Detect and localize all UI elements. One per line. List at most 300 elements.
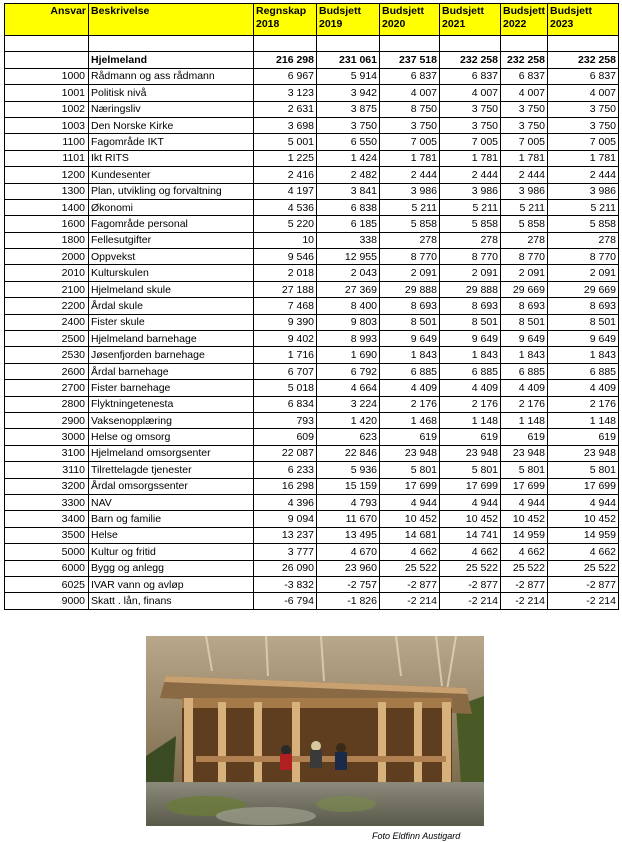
row-value-2021: 10 452 xyxy=(440,511,501,527)
table-row xyxy=(5,576,619,592)
row-value-2018: 6 967 xyxy=(254,68,317,84)
row-label: Hjelmeland omsorgsenter xyxy=(89,445,254,461)
row-value-2022: 25 522 xyxy=(501,560,548,576)
row-code: 1002 xyxy=(5,101,89,117)
row-value-2019: 6 838 xyxy=(317,199,380,215)
row-value-2022: 9 649 xyxy=(501,331,548,347)
row-value-2018: -6 794 xyxy=(254,593,317,609)
spacer-row xyxy=(5,36,619,52)
row-value-2023: 29 669 xyxy=(548,281,619,297)
row-value-2022: 3 750 xyxy=(501,101,548,117)
row-code: 3000 xyxy=(5,429,89,445)
table-row xyxy=(5,331,619,347)
spacer-cell xyxy=(5,36,89,52)
total-value-2021: 232 258 xyxy=(440,52,501,68)
table-row xyxy=(5,396,619,412)
row-value-2023: -2 214 xyxy=(548,593,619,609)
table-row xyxy=(5,347,619,363)
row-value-2020: 3 750 xyxy=(380,117,440,133)
row-label: Oppvekst xyxy=(89,249,254,265)
spacer-cell xyxy=(380,36,440,52)
row-value-2023: 3 750 xyxy=(548,117,619,133)
row-value-2018: 3 698 xyxy=(254,117,317,133)
row-label: Økonomi xyxy=(89,199,254,215)
row-value-2022: 2 176 xyxy=(501,396,548,412)
row-value-2020: 6 837 xyxy=(380,68,440,84)
row-value-2019: 2 482 xyxy=(317,167,380,183)
row-value-2019: 27 369 xyxy=(317,281,380,297)
row-value-2021: 8 501 xyxy=(440,314,501,330)
row-value-2019: 1 420 xyxy=(317,412,380,428)
table-row xyxy=(5,560,619,576)
row-code: 2700 xyxy=(5,380,89,396)
row-value-2018: 9 402 xyxy=(254,331,317,347)
row-code: 2800 xyxy=(5,396,89,412)
row-value-2019: 4 793 xyxy=(317,494,380,510)
row-value-2022: 8 501 xyxy=(501,314,548,330)
row-value-2021: 6 837 xyxy=(440,68,501,84)
row-label: Politisk nivå xyxy=(89,85,254,101)
row-value-2019: 2 043 xyxy=(317,265,380,281)
row-value-2019: 8 993 xyxy=(317,331,380,347)
row-value-2022: 10 452 xyxy=(501,511,548,527)
row-value-2020: 6 885 xyxy=(380,363,440,379)
row-value-2019: 12 955 xyxy=(317,249,380,265)
row-value-2019: 338 xyxy=(317,232,380,248)
row-value-2023: 1 781 xyxy=(548,150,619,166)
header-budsjett-2019-label: Budsjett 2019 xyxy=(319,5,361,30)
row-value-2022: 278 xyxy=(501,232,548,248)
row-value-2019: -2 757 xyxy=(317,576,380,592)
row-value-2023: 6 885 xyxy=(548,363,619,379)
row-value-2022: -2 877 xyxy=(501,576,548,592)
table-row xyxy=(5,101,619,117)
row-value-2020: -2 877 xyxy=(380,576,440,592)
row-value-2021: 4 007 xyxy=(440,85,501,101)
row-value-2023: 3 986 xyxy=(548,183,619,199)
row-value-2021: 17 699 xyxy=(440,478,501,494)
row-label: Fellesutgifter xyxy=(89,232,254,248)
row-value-2018: 6 707 xyxy=(254,363,317,379)
table-row xyxy=(5,134,619,150)
header-regnskap-2018-label: Regnskap 2018 xyxy=(256,5,307,30)
row-value-2021: 7 005 xyxy=(440,134,501,150)
row-value-2020: 1 843 xyxy=(380,347,440,363)
row-value-2022: -2 214 xyxy=(501,593,548,609)
header-budsjett-2019 xyxy=(317,4,380,36)
table-row xyxy=(5,85,619,101)
row-value-2021: 14 741 xyxy=(440,527,501,543)
row-label: Årdal skule xyxy=(89,298,254,314)
row-value-2019: 1 690 xyxy=(317,347,380,363)
row-code: 3110 xyxy=(5,462,89,478)
header-beskrivelse: Beskrivelse xyxy=(89,4,254,36)
row-label: Skatt . lån, finans xyxy=(89,593,254,609)
row-value-2019: 3 750 xyxy=(317,117,380,133)
shelter-photo xyxy=(146,636,484,826)
header-budsjett-2021-label: Budsjett 2021 xyxy=(442,5,484,30)
row-value-2018: 793 xyxy=(254,412,317,428)
header-budsjett-2023-label: Budsjett 2023 xyxy=(550,5,592,30)
row-value-2021: 5 801 xyxy=(440,462,501,478)
row-value-2020: 17 699 xyxy=(380,478,440,494)
row-value-2019: 23 960 xyxy=(317,560,380,576)
row-value-2022: 1 148 xyxy=(501,412,548,428)
table-row xyxy=(5,494,619,510)
row-label: Barn og familie xyxy=(89,511,254,527)
row-label: Ikt RITS xyxy=(89,150,254,166)
total-value-2018: 216 298 xyxy=(254,52,317,68)
row-label: Årdal omsorgssenter xyxy=(89,478,254,494)
row-value-2023: 4 007 xyxy=(548,85,619,101)
row-value-2022: 7 005 xyxy=(501,134,548,150)
row-value-2019: 11 670 xyxy=(317,511,380,527)
row-code: 2000 xyxy=(5,249,89,265)
row-value-2020: 4 662 xyxy=(380,544,440,560)
row-label: Fister skule xyxy=(89,314,254,330)
table-body xyxy=(5,36,619,610)
header-budsjett-2022 xyxy=(501,4,548,36)
header-ansvar: Ansvar xyxy=(5,4,89,36)
row-code: 9000 xyxy=(5,593,89,609)
row-value-2018: 16 298 xyxy=(254,478,317,494)
header-row xyxy=(5,4,619,36)
row-value-2023: 8 501 xyxy=(548,314,619,330)
row-value-2020: 4 007 xyxy=(380,85,440,101)
row-value-2023: 7 005 xyxy=(548,134,619,150)
row-value-2020: 5 211 xyxy=(380,199,440,215)
row-label: IVAR vann og avløp xyxy=(89,576,254,592)
row-value-2019: 6 792 xyxy=(317,363,380,379)
row-code: 2100 xyxy=(5,281,89,297)
row-code: 1101 xyxy=(5,150,89,166)
row-value-2018: 2 416 xyxy=(254,167,317,183)
row-value-2020: 1 781 xyxy=(380,150,440,166)
row-value-2020: 2 176 xyxy=(380,396,440,412)
row-value-2020: 9 649 xyxy=(380,331,440,347)
row-value-2021: 8 693 xyxy=(440,298,501,314)
row-value-2023: 4 409 xyxy=(548,380,619,396)
row-value-2019: 1 424 xyxy=(317,150,380,166)
row-code: 1800 xyxy=(5,232,89,248)
row-value-2021: 2 091 xyxy=(440,265,501,281)
row-value-2018: 2 631 xyxy=(254,101,317,117)
total-value-2019: 231 061 xyxy=(317,52,380,68)
row-value-2019: 3 841 xyxy=(317,183,380,199)
table-row xyxy=(5,68,619,84)
row-code: 2400 xyxy=(5,314,89,330)
row-value-2021: -2 877 xyxy=(440,576,501,592)
row-value-2018: 3 777 xyxy=(254,544,317,560)
row-value-2023: 1 148 xyxy=(548,412,619,428)
row-value-2021: 619 xyxy=(440,429,501,445)
row-value-2023: 5 211 xyxy=(548,199,619,215)
row-value-2018: 3 123 xyxy=(254,85,317,101)
row-value-2022: 2 444 xyxy=(501,167,548,183)
header-budsjett-2022-label: Budsjett 2022 xyxy=(503,5,545,30)
spacer-cell xyxy=(89,36,254,52)
row-value-2020: 29 888 xyxy=(380,281,440,297)
row-value-2018: 1 225 xyxy=(254,150,317,166)
row-value-2022: 6 885 xyxy=(501,363,548,379)
row-code: 3100 xyxy=(5,445,89,461)
table-row xyxy=(5,527,619,543)
row-code: 2530 xyxy=(5,347,89,363)
row-value-2021: 6 885 xyxy=(440,363,501,379)
row-value-2019: 9 803 xyxy=(317,314,380,330)
row-code: 3200 xyxy=(5,478,89,494)
table-row xyxy=(5,199,619,215)
row-value-2023: 2 444 xyxy=(548,167,619,183)
row-value-2021: 4 944 xyxy=(440,494,501,510)
row-code: 6025 xyxy=(5,576,89,592)
row-value-2022: 4 409 xyxy=(501,380,548,396)
row-value-2021: -2 214 xyxy=(440,593,501,609)
row-value-2021: 25 522 xyxy=(440,560,501,576)
header-budsjett-2021 xyxy=(440,4,501,36)
row-value-2020: 3 986 xyxy=(380,183,440,199)
row-value-2021: 5 858 xyxy=(440,216,501,232)
table-row xyxy=(5,314,619,330)
row-label: Hjelmeland barnehage xyxy=(89,331,254,347)
row-value-2023: 10 452 xyxy=(548,511,619,527)
row-value-2022: 23 948 xyxy=(501,445,548,461)
row-value-2022: 29 669 xyxy=(501,281,548,297)
row-label: NAV xyxy=(89,494,254,510)
row-value-2023: -2 877 xyxy=(548,576,619,592)
row-value-2018: 4 536 xyxy=(254,199,317,215)
row-value-2022: 5 801 xyxy=(501,462,548,478)
row-code: 1300 xyxy=(5,183,89,199)
row-value-2022: 4 662 xyxy=(501,544,548,560)
row-value-2022: 5 211 xyxy=(501,199,548,215)
table-row xyxy=(5,478,619,494)
row-value-2020: 10 452 xyxy=(380,511,440,527)
row-value-2023: 14 959 xyxy=(548,527,619,543)
row-value-2022: 8 770 xyxy=(501,249,548,265)
row-value-2019: 8 400 xyxy=(317,298,380,314)
row-value-2022: 3 986 xyxy=(501,183,548,199)
row-label: Kulturskulen xyxy=(89,265,254,281)
row-code: 1600 xyxy=(5,216,89,232)
row-value-2018: -3 832 xyxy=(254,576,317,592)
row-value-2018: 22 087 xyxy=(254,445,317,461)
row-value-2023: 3 750 xyxy=(548,101,619,117)
row-value-2023: 4 662 xyxy=(548,544,619,560)
row-value-2020: 2 444 xyxy=(380,167,440,183)
table-row xyxy=(5,380,619,396)
row-value-2022: 17 699 xyxy=(501,478,548,494)
row-value-2023: 4 944 xyxy=(548,494,619,510)
row-label: Helse og omsorg xyxy=(89,429,254,445)
row-value-2022: 14 959 xyxy=(501,527,548,543)
table-row xyxy=(5,117,619,133)
row-value-2022: 3 750 xyxy=(501,117,548,133)
row-value-2023: 23 948 xyxy=(548,445,619,461)
table-row xyxy=(5,544,619,560)
row-value-2021: 4 409 xyxy=(440,380,501,396)
row-value-2022: 5 858 xyxy=(501,216,548,232)
row-value-2019: 15 159 xyxy=(317,478,380,494)
row-value-2021: 1 781 xyxy=(440,150,501,166)
row-label: Kultur og fritid xyxy=(89,544,254,560)
row-label: Årdal barnehage xyxy=(89,363,254,379)
row-value-2018: 13 237 xyxy=(254,527,317,543)
row-value-2023: 2 176 xyxy=(548,396,619,412)
row-value-2020: -2 214 xyxy=(380,593,440,609)
row-label: Næringsliv xyxy=(89,101,254,117)
row-value-2020: 1 468 xyxy=(380,412,440,428)
header-regnskap-2018 xyxy=(254,4,317,36)
row-label: Fister barnehage xyxy=(89,380,254,396)
row-value-2021: 3 986 xyxy=(440,183,501,199)
row-value-2022: 1 843 xyxy=(501,347,548,363)
row-value-2020: 619 xyxy=(380,429,440,445)
row-value-2020: 8 693 xyxy=(380,298,440,314)
row-value-2019: 3 942 xyxy=(317,85,380,101)
row-value-2019: -1 826 xyxy=(317,593,380,609)
row-value-2023: 619 xyxy=(548,429,619,445)
row-value-2023: 1 843 xyxy=(548,347,619,363)
table-row xyxy=(5,511,619,527)
row-label: Fagområde IKT xyxy=(89,134,254,150)
row-value-2023: 278 xyxy=(548,232,619,248)
row-code: 1001 xyxy=(5,85,89,101)
row-value-2018: 4 197 xyxy=(254,183,317,199)
row-value-2021: 1 148 xyxy=(440,412,501,428)
row-value-2023: 8 770 xyxy=(548,249,619,265)
row-value-2021: 2 176 xyxy=(440,396,501,412)
table-row xyxy=(5,265,619,281)
row-value-2018: 5 018 xyxy=(254,380,317,396)
row-value-2023: 6 837 xyxy=(548,68,619,84)
row-value-2020: 8 501 xyxy=(380,314,440,330)
row-value-2019: 3 875 xyxy=(317,101,380,117)
row-value-2019: 6 185 xyxy=(317,216,380,232)
total-value-2020: 237 518 xyxy=(380,52,440,68)
row-code: 2010 xyxy=(5,265,89,281)
row-value-2023: 5 858 xyxy=(548,216,619,232)
row-value-2020: 8 750 xyxy=(380,101,440,117)
row-code: 1000 xyxy=(5,68,89,84)
row-label: Jøsenfjorden barnehage xyxy=(89,347,254,363)
row-value-2021: 9 649 xyxy=(440,331,501,347)
row-code: 1003 xyxy=(5,117,89,133)
row-label: Plan, utvikling og forvaltning xyxy=(89,183,254,199)
budget-table xyxy=(4,3,619,610)
row-value-2019: 4 664 xyxy=(317,380,380,396)
header-budsjett-2020-label: Budsjett 2020 xyxy=(382,5,424,30)
row-value-2018: 6 834 xyxy=(254,396,317,412)
row-code: 6000 xyxy=(5,560,89,576)
row-code: 5000 xyxy=(5,544,89,560)
spacer-cell xyxy=(440,36,501,52)
table-row xyxy=(5,445,619,461)
header-budsjett-2020 xyxy=(380,4,440,36)
spacer-cell xyxy=(548,36,619,52)
total-label: Hjelmeland xyxy=(89,52,254,68)
row-value-2021: 4 662 xyxy=(440,544,501,560)
row-value-2019: 6 550 xyxy=(317,134,380,150)
row-value-2021: 8 770 xyxy=(440,249,501,265)
table-row xyxy=(5,232,619,248)
row-label: Vaksenopplæring xyxy=(89,412,254,428)
row-value-2023: 8 693 xyxy=(548,298,619,314)
table-row xyxy=(5,249,619,265)
row-code: 2900 xyxy=(5,412,89,428)
row-value-2018: 5 001 xyxy=(254,134,317,150)
row-value-2018: 9 546 xyxy=(254,249,317,265)
row-value-2021: 3 750 xyxy=(440,101,501,117)
row-value-2023: 2 091 xyxy=(548,265,619,281)
row-value-2020: 14 681 xyxy=(380,527,440,543)
row-value-2018: 26 090 xyxy=(254,560,317,576)
row-value-2018: 609 xyxy=(254,429,317,445)
table-row xyxy=(5,363,619,379)
row-value-2020: 25 522 xyxy=(380,560,440,576)
row-code: 2500 xyxy=(5,331,89,347)
table-row xyxy=(5,593,619,609)
row-label: Kundesenter xyxy=(89,167,254,183)
row-value-2021: 3 750 xyxy=(440,117,501,133)
row-value-2018: 1 716 xyxy=(254,347,317,363)
table-row xyxy=(5,150,619,166)
row-code: 3500 xyxy=(5,527,89,543)
row-label: Fagområde personal xyxy=(89,216,254,232)
row-value-2021: 2 444 xyxy=(440,167,501,183)
row-value-2023: 25 522 xyxy=(548,560,619,576)
row-value-2019: 4 670 xyxy=(317,544,380,560)
table-row xyxy=(5,412,619,428)
total-value-2022: 232 258 xyxy=(501,52,548,68)
table-row xyxy=(5,298,619,314)
row-code: 1400 xyxy=(5,199,89,215)
row-label: Helse xyxy=(89,527,254,543)
row-value-2022: 2 091 xyxy=(501,265,548,281)
row-value-2021: 5 211 xyxy=(440,199,501,215)
row-value-2021: 278 xyxy=(440,232,501,248)
row-code: 3400 xyxy=(5,511,89,527)
row-value-2019: 5 936 xyxy=(317,462,380,478)
total-value-2023: 232 258 xyxy=(548,52,619,68)
row-value-2020: 4 409 xyxy=(380,380,440,396)
row-value-2019: 3 224 xyxy=(317,396,380,412)
row-label: Flyktningetenesta xyxy=(89,396,254,412)
row-value-2018: 27 188 xyxy=(254,281,317,297)
row-label: Hjelmeland skule xyxy=(89,281,254,297)
row-value-2022: 4 944 xyxy=(501,494,548,510)
row-value-2022: 619 xyxy=(501,429,548,445)
row-label: Tilrettelagde tjenester xyxy=(89,462,254,478)
row-value-2018: 9 390 xyxy=(254,314,317,330)
row-value-2020: 4 944 xyxy=(380,494,440,510)
table-row xyxy=(5,183,619,199)
row-value-2022: 1 781 xyxy=(501,150,548,166)
table-row xyxy=(5,167,619,183)
row-label: Rådmann og ass rådmann xyxy=(89,68,254,84)
row-label: Den Norske Kirke xyxy=(89,117,254,133)
row-value-2023: 17 699 xyxy=(548,478,619,494)
row-value-2020: 5 858 xyxy=(380,216,440,232)
row-value-2020: 23 948 xyxy=(380,445,440,461)
row-label: Bygg og anlegg xyxy=(89,560,254,576)
table-row xyxy=(5,216,619,232)
row-value-2021: 29 888 xyxy=(440,281,501,297)
row-value-2020: 8 770 xyxy=(380,249,440,265)
row-value-2021: 23 948 xyxy=(440,445,501,461)
row-value-2020: 278 xyxy=(380,232,440,248)
spacer-cell xyxy=(501,36,548,52)
